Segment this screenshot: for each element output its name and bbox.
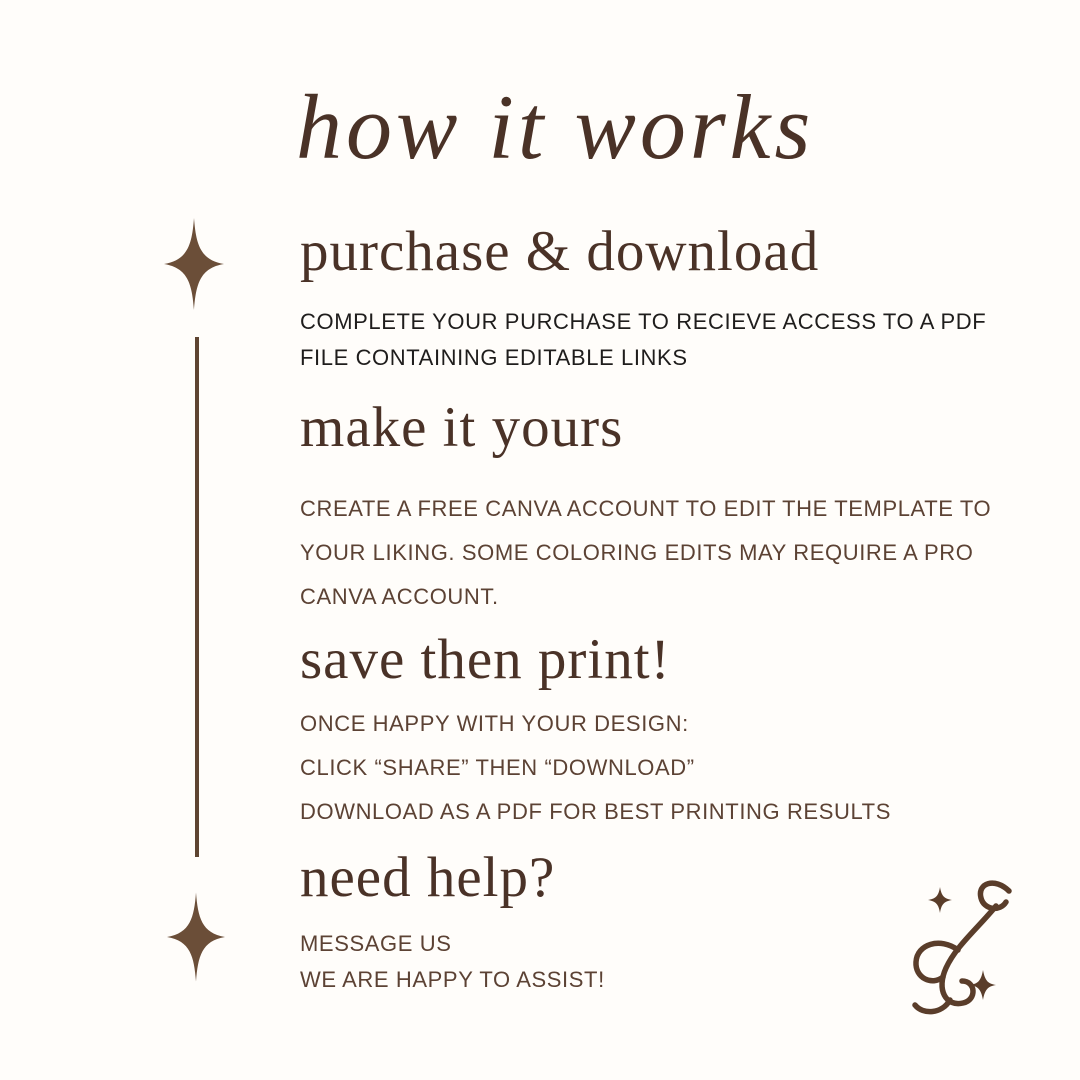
- section-save-then-print: [300, 630, 1020, 834]
- body-line: DOWNLOAD AS A PDF FOR BEST PRINTING RESULTS: [300, 799, 891, 824]
- section-heading-need-help: need help?: [300, 846, 556, 909]
- body-line: CLICK “SHARE” THEN “DOWNLOAD”: [300, 755, 695, 780]
- section-body-make-it-yours: [300, 487, 1020, 619]
- body-line: CREATE A FREE CANVA ACCOUNT TO EDIT THE TEMPLATE TO: [300, 496, 992, 521]
- sparkle-icon: [164, 218, 224, 310]
- section-make-it-yours: [300, 398, 1020, 619]
- body-line: CANVA ACCOUNT.: [300, 584, 499, 609]
- vertical-divider-line: [195, 337, 199, 857]
- body-line: YOUR LIKING. SOME COLORING EDITS MAY REQUIRE A PRO: [300, 540, 974, 565]
- body-line: WE ARE HAPPY TO ASSIST!: [300, 967, 605, 992]
- script-s-monogram-logo: [896, 874, 1028, 1016]
- sparkle-icon: [167, 892, 225, 982]
- page-title: how it works: [296, 76, 815, 178]
- body-line: MESSAGE US: [300, 931, 452, 956]
- section-heading-make-it-yours: make it yours: [300, 396, 624, 459]
- small-sparkle-icon: [928, 887, 952, 913]
- body-line: COMPLETE YOUR PURCHASE TO RECIEVE ACCESS TO A PDF: [300, 309, 987, 334]
- section-heading-purchase-download: purchase & download: [300, 220, 820, 283]
- body-line: FILE CONTAINING EDITABLE LINKS: [300, 345, 688, 370]
- body-line: ONCE HAPPY WITH YOUR DESIGN:: [300, 711, 689, 736]
- section-body-save-then-print: [300, 702, 1020, 834]
- section-body-purchase-download: [300, 304, 1020, 376]
- section-heading-save-then-print: save then print!: [300, 628, 671, 691]
- section-purchase-download: [300, 222, 1020, 376]
